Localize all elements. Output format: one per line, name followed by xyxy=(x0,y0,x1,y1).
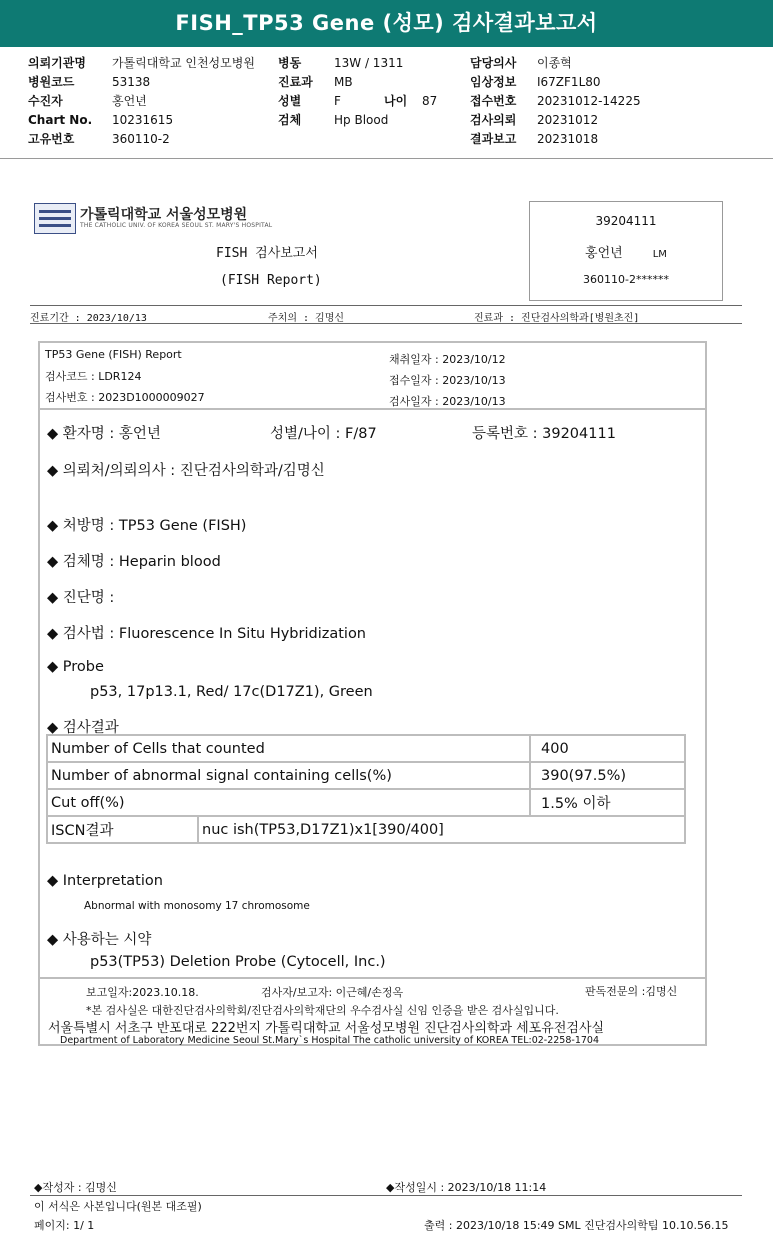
bullet-icon: ◆ xyxy=(47,554,59,570)
referrer-line: ◆ 의뢰처/의뢰의사 : 진단검사의학과/김명신 xyxy=(47,463,325,479)
info-label: 성별 xyxy=(278,94,302,108)
header-info-col1 xyxy=(28,54,255,149)
age-label: 나이 xyxy=(384,94,408,108)
result-label: Cut off(%) xyxy=(47,789,530,816)
info-value: 53138 xyxy=(112,75,151,89)
table-row xyxy=(47,762,685,789)
bullet-icon: ◆ xyxy=(47,426,59,442)
hospital-logo-icon xyxy=(34,203,76,234)
prescription-line: ◆ 처방명 : TP53 Gene (FISH) xyxy=(47,518,247,534)
department-en: Department of Laboratory Medicine Seoul St.Mary`s Hospital The catholic university of KOREA TEL:02-2258-1704 xyxy=(60,1035,600,1046)
table-row xyxy=(47,816,685,843)
info-value: 20231012-14225 xyxy=(537,94,641,108)
attending-doctor: 주치의 : 김명신 xyxy=(268,313,345,324)
hospital-name-en: THE CATHOLIC UNIV. OF KOREA SEOUL ST. MARY'S HOSPITAL xyxy=(80,222,273,229)
result-value: 1.5% 이하 xyxy=(530,789,685,816)
info-value: 10231615 xyxy=(112,113,174,127)
header-info-col3 xyxy=(470,54,641,149)
collect-date: 채취일자 : 2023/10/12 xyxy=(389,353,506,366)
report-name: TP53 Gene (FISH) Report xyxy=(45,348,182,361)
report-date: 보고일자:2023.10.18. xyxy=(86,986,199,999)
info-label: 검체 xyxy=(278,113,302,127)
bullet-icon: ◆ xyxy=(47,873,59,889)
bullet-icon: ◆ xyxy=(47,932,59,948)
reagent-label-line: ◆ 사용하는 시약 xyxy=(47,932,152,948)
result-label-line: ◆ 검사결과 xyxy=(47,720,119,736)
patient-name-line: ◆ 환자명 : 홍언년 xyxy=(47,426,161,442)
department: 진료과 : 진단검사의학과[병원초진] xyxy=(474,313,640,324)
info-value: 20231012 xyxy=(537,113,599,127)
method-line: ◆ 검사법 : Fluorescence In Situ Hybridization xyxy=(47,626,366,642)
diagnosis-line: ◆ 진단명 : xyxy=(47,590,115,606)
written-datetime: ◆작성일시 : 2023/10/18 11:14 xyxy=(386,1181,547,1194)
header-divider xyxy=(0,158,773,159)
bullet-icon: ◆ xyxy=(47,463,59,479)
interpretation-label-line: ◆ Interpretation xyxy=(47,873,163,889)
output-info: 출력 : 2023/10/18 15:49 SML 진단검사의학팀 10.10.56.15 xyxy=(424,1219,729,1232)
footer-divider xyxy=(30,1195,742,1196)
test-code: 검사코드 : LDR124 xyxy=(45,370,142,383)
info-label: 진료과 xyxy=(278,75,313,89)
info-value: 360110-2 xyxy=(112,132,170,146)
table-row xyxy=(47,735,685,762)
test-number: 검사번호 : 2023D1000009027 xyxy=(45,391,205,404)
specimen-line: ◆ 검체명 : Heparin blood xyxy=(47,554,221,570)
judging-doctor: 판독전문의 :김명신 xyxy=(585,985,678,998)
info-label: 결과보고 xyxy=(470,132,517,146)
writer: ◆작성자 : 김명신 xyxy=(34,1181,117,1194)
patient-id: 39204111 xyxy=(595,214,657,228)
info-value: 가톨릭대학교 인천성모병원 xyxy=(112,56,255,70)
bullet-icon: ◆ xyxy=(47,659,59,675)
info-label: 접수번호 xyxy=(470,94,517,108)
document-title: FISH_TP53 Gene (성모) 검사결과보고서 xyxy=(0,0,773,47)
iscn-label: ISCN결과 xyxy=(47,816,198,843)
bullet-icon: ◆ xyxy=(47,590,59,606)
period: 진료기간 : 2023/10/13 xyxy=(30,313,147,324)
iscn-value: nuc ish(TP53,D17Z1)x1[390/400] xyxy=(198,816,685,843)
bullet-icon: ◆ xyxy=(47,720,59,736)
result-value: 400 xyxy=(530,735,685,762)
examiner: 검사자/보고자: 이근혜/손정옥 xyxy=(261,986,404,999)
period-bottom-line xyxy=(30,323,742,324)
sex-age: 성별/나이 : F/87 xyxy=(270,426,377,442)
copy-note: 이 서식은 사본입니다(원본 대조필) xyxy=(34,1200,202,1213)
info-label: 병동 xyxy=(278,56,302,70)
patient-id-box xyxy=(529,201,723,301)
certification-note: *본 검사실은 대한진단검사의학회/진단검사의학재단의 우수검사실 신임 인증을 받은 검사실입니다. xyxy=(86,1004,559,1017)
results-table xyxy=(46,734,686,844)
info-label: 고유번호 xyxy=(28,132,75,146)
info-value: 13W / 1311 xyxy=(334,56,404,70)
report-header-divider xyxy=(40,408,705,410)
header-info-col2 xyxy=(278,54,437,130)
info-label: 담당의사 xyxy=(470,56,517,70)
lab-address: 서울특별시 서초구 반포대로 222번지 가톨릭대학교 서울성모병원 진단검사의학과 세포유전검사실 xyxy=(48,1021,605,1036)
info-label: 검사의뢰 xyxy=(470,113,517,127)
info-label: Chart No. xyxy=(28,113,93,127)
report-footer-divider xyxy=(40,977,705,979)
info-label: 수진자 xyxy=(28,94,63,108)
report-title-ko: FISH 검사보고서 xyxy=(216,246,318,261)
info-value: Hp Blood xyxy=(334,113,389,127)
info-value: MB xyxy=(334,75,353,89)
patient-name-box xyxy=(530,242,722,261)
info-label: 병원코드 xyxy=(28,75,75,89)
registration-number: 등록번호 : 39204111 xyxy=(472,426,616,442)
table-row xyxy=(47,789,685,816)
report-box xyxy=(38,341,707,1046)
probe-label-line: ◆ Probe xyxy=(47,659,104,675)
report-title-en: (FISH Report) xyxy=(220,273,322,288)
hospital-name: 가톨릭대학교 서울성모병원 xyxy=(80,207,248,223)
info-label: 임상정보 xyxy=(470,75,517,89)
patient-code: 360110-2****** xyxy=(583,273,669,286)
bullet-icon: ◆ xyxy=(47,518,59,534)
result-label: Number of Cells that counted xyxy=(47,735,530,762)
info-label: 의뢰기관명 xyxy=(28,56,86,70)
info-value: 이종혁 xyxy=(537,56,572,70)
reagent-value: p53(TP53) Deletion Probe (Cytocell, Inc.) xyxy=(90,954,386,970)
info-value: 20231018 xyxy=(537,132,599,146)
patient-flag: LM xyxy=(652,249,667,260)
info-value: F xyxy=(334,94,341,108)
probe-value: p53, 17p13.1, Red/ 17c(D17Z1), Green xyxy=(90,684,373,700)
period-top-line xyxy=(30,305,742,306)
result-value: 390(97.5%) xyxy=(530,762,685,789)
receive-date: 접수일자 : 2023/10/13 xyxy=(389,374,506,387)
info-value: I67ZF1L80 xyxy=(537,75,601,89)
interpretation-value: Abnormal with monosomy 17 chromosome xyxy=(84,900,310,912)
result-label: Number of abnormal signal containing cells(%) xyxy=(47,762,530,789)
age-value: 87 xyxy=(422,94,438,108)
exam-date: 검사일자 : 2023/10/13 xyxy=(389,395,506,408)
bullet-icon: ◆ xyxy=(47,626,59,642)
patient-name: 홍언년 xyxy=(585,246,623,261)
page-number: 페이지: 1/ 1 xyxy=(34,1219,95,1232)
info-value: 홍언년 xyxy=(112,94,147,108)
